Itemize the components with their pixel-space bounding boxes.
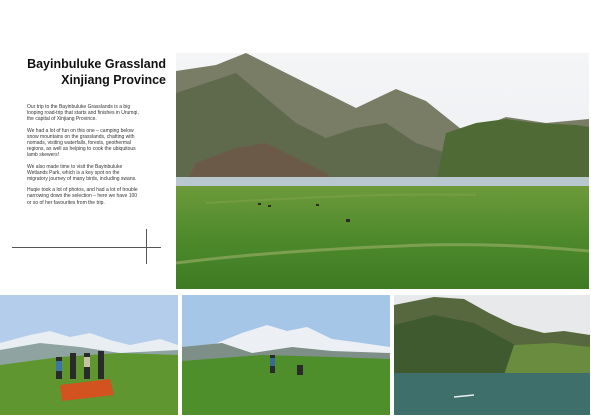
photo-group-tent [0, 295, 178, 415]
paragraph: Our trip to the Bayinbuluke Grasslands is a big looping road-trip that starts and finishes in Urumqi, the capital of Xinjiang Province. [27, 104, 139, 123]
title-block [14, 56, 166, 88]
intro-text [27, 104, 139, 211]
divider-vertical [146, 229, 147, 264]
page-title: Bayinbuluke Grassland [27, 57, 166, 71]
page-subtitle: Xinjiang Province [61, 73, 166, 87]
photo-hikers-grassland [182, 295, 390, 415]
paragraph: We also made time to visit the Bayinbuluke Wetlands Park, which is a key spot on the migratory journey of many birds, including swans. [27, 163, 137, 183]
photo-lake-forest [394, 295, 590, 415]
divider-horizontal [12, 247, 161, 248]
photo-grassland-lake [176, 53, 589, 289]
paragraph: We had a lot of fun on this one – camping below snow mountains on the grasslands, chatting with nomads, visiting waterfalls, forests, geothermal regions, as well as helping to cook the ubiquitous lamb skewers! [27, 127, 136, 159]
paragraph: Huqie took a lot of photos, and had a lot of trouble narrowing down the selection – here we have 100 or so of her favourites from the trip. [27, 187, 138, 206]
